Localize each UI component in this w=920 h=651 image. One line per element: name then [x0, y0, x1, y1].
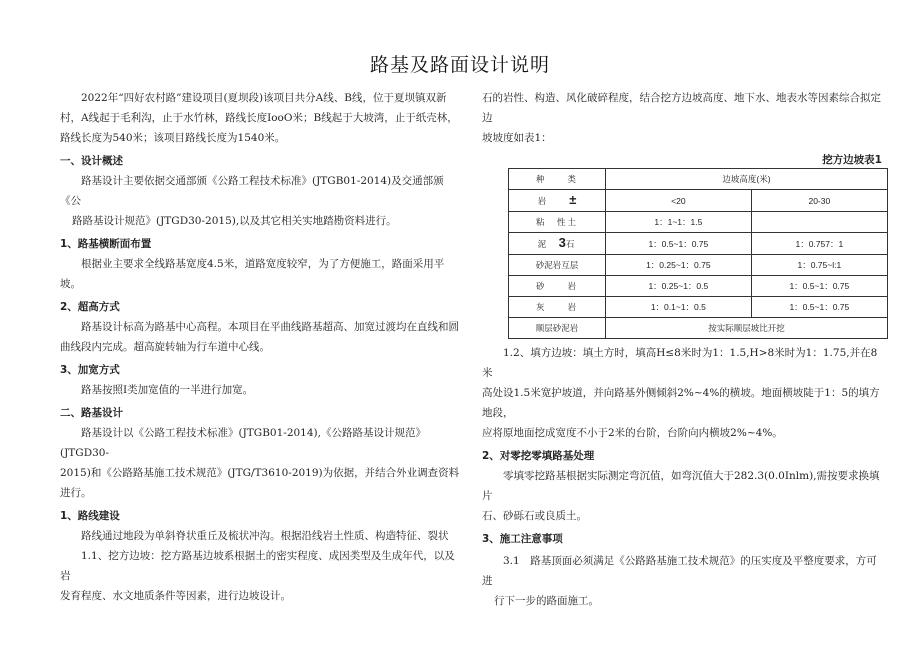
table-cell: 灰 岩 [509, 297, 606, 318]
heading-zero-cut-fill: 2、对零挖零填路基处理 [482, 450, 595, 462]
table-cell: 1：1~1：1.5 [606, 212, 752, 233]
overview-text: 路基设计主要依据交通部颁《公路工程技术标准》(JTGB01-2014)及交通部颁《公 [60, 175, 444, 207]
cell-text: 岩 [537, 196, 549, 206]
table-cell: 砂 岩 [509, 276, 606, 297]
table-cell: 边坡高度(米) [606, 169, 888, 190]
superelevation-text: 路基设计标高为路基中心高程。本项目在平曲线路基超高、加宽过渡均在直线和圆 [81, 321, 459, 333]
table-row [509, 169, 888, 190]
table-cell: 1：0.25~1：0.75 [606, 255, 752, 276]
construction-notes-text: 3.1 路基顶面必须满足《公路路基施工技术规范》的压实度及平整度要求，方可进 [482, 555, 877, 587]
cell-text: 3 [558, 235, 566, 250]
continuation-text: 坡坡度如表1： [482, 132, 552, 144]
table-cell: 按实际顺层坡比开挖 [606, 318, 888, 339]
cut-slope-text: 发育程度、水文地质条件等因素，进行边坡设计。 [60, 590, 291, 602]
section-heading-subgrade: 二、路基设计 [60, 407, 123, 419]
overview-text: 路路基设计规范》(JTGD30-2015),以及其它相关实地踏勘资料进行。 [72, 215, 397, 227]
table-cell [751, 212, 887, 233]
route-text: 路线通过地段为单斜脊状重丘及梳状冲沟。根据沿线岩土性质、构造特征、裂状 [81, 530, 449, 542]
table-cell: 1：0.5~1：0.75 [751, 297, 887, 318]
right-column [482, 88, 882, 611]
widening-text: 路基按照Ⅰ类加宽值的一半进行加宽。 [81, 384, 254, 396]
table-cell: 1：0.757：1 [751, 233, 887, 255]
heading-widening: 3、加宽方式 [60, 364, 120, 376]
cell-text: 泥 [537, 239, 549, 249]
cell-text: ± [569, 192, 577, 207]
intro-line: 路线长度为540米；该项目路线长度为1540米。 [60, 132, 286, 144]
table-row [509, 318, 888, 339]
heading-superelevation: 2、超高方式 [60, 301, 120, 313]
intro-line: 村，A线起于毛利沟，止于水竹林，路线长度IooO米；B线起于大坡湾，止于纸壳林， [60, 112, 458, 124]
table-cell [509, 233, 606, 255]
heading-route: 1、路线建设 [60, 510, 120, 522]
zero-cut-fill-text: 零填零挖路基根据实际测定弯沉值，如弯沉值大于282.3(0.0Inlm),需按要求换填片 [482, 470, 880, 502]
table-cell: 1：0.5~1：0.75 [751, 276, 887, 297]
cross-section-text: 根据业主要求全线路基宽度4.5米，道路宽度较窄，为了方便施工，路面采用平 [81, 258, 445, 270]
table-cell: 粘 性土 [509, 212, 606, 233]
cell-text: 石 [565, 239, 577, 249]
zero-cut-fill-text: 石、砂砾石或良质土。 [482, 510, 587, 522]
fill-slope-text: 1.2、填方边坡：填土方时，填高H≤8米时为1：1.5,H>8米时为1：1.75,并在8米 [482, 347, 878, 379]
heading-construction-notes: 3、施工注意事项 [482, 533, 563, 545]
table-row [509, 297, 888, 318]
fill-slope-text: 应将原地面挖成宽度不小于2米的台阶，台阶向内横坡2%~4%。 [482, 427, 783, 439]
table-row [509, 233, 888, 255]
table-cell: 1：0.1~1：0.5 [606, 297, 752, 318]
table-cell: <20 [606, 190, 752, 212]
left-column [60, 88, 460, 606]
table-cell: 1：0.5~1：0.75 [606, 233, 752, 255]
table-cell: 1：0.75~l:1 [751, 255, 887, 276]
table-cell: 顺层砂泥岩 [509, 318, 606, 339]
intro-line: 2022年“四好农村路”建设项目(夏坝段)该项目共分A线、B线，位于夏坝镇双新 [81, 92, 447, 104]
slope-table [508, 168, 888, 339]
subgrade-text: 2015)和《公路路基施工技术规范》(JTG/T3610-2019)为依据，并结合外业调查资料进行。 [60, 467, 460, 499]
cross-section-text: 坡。 [60, 278, 81, 290]
table-cell: 种 类 [509, 169, 606, 190]
table-row [509, 276, 888, 297]
superelevation-text: 曲线段内完成。超高旋转轴为行车道中心线。 [60, 341, 270, 353]
continuation-text: 石的岩性、构造、风化破碎程度，结合挖方边坡高度、地下水、地表水等因素综合拟定边 [482, 92, 881, 124]
table-cell: 20-30 [751, 190, 887, 212]
table-row [509, 212, 888, 233]
table-row [509, 255, 888, 276]
table-cell [509, 190, 606, 212]
fill-slope-text: 高处设1.5米宽护坡道，并向路基外侧倾斜2%~4%的横坡。地面横坡陡于1：5的填方地段， [482, 387, 880, 419]
cut-slope-text: 1.1、挖方边坡：挖方路基边坡系根据土的密实程度、成因类型及生成年代，以及岩 [60, 550, 455, 582]
section-heading-overview: 一、设计概述 [60, 155, 123, 167]
heading-cross-section: 1、路基横断面布置 [60, 238, 152, 250]
table-cell: 砂泥岩互层 [509, 255, 606, 276]
table-row [509, 190, 888, 212]
page-title: 路基及路面设计说明 [369, 54, 550, 76]
table-caption: 挖方边坡表1 [822, 154, 882, 166]
construction-notes-text: 行下一步的路面施工。 [494, 595, 599, 607]
subgrade-text: 路基设计以《公路工程技术标准》(JTGB01-2014),《公路路基设计规范》(JTGD30- [60, 427, 426, 459]
table-cell: 1：0.25~1：0.5 [606, 276, 752, 297]
